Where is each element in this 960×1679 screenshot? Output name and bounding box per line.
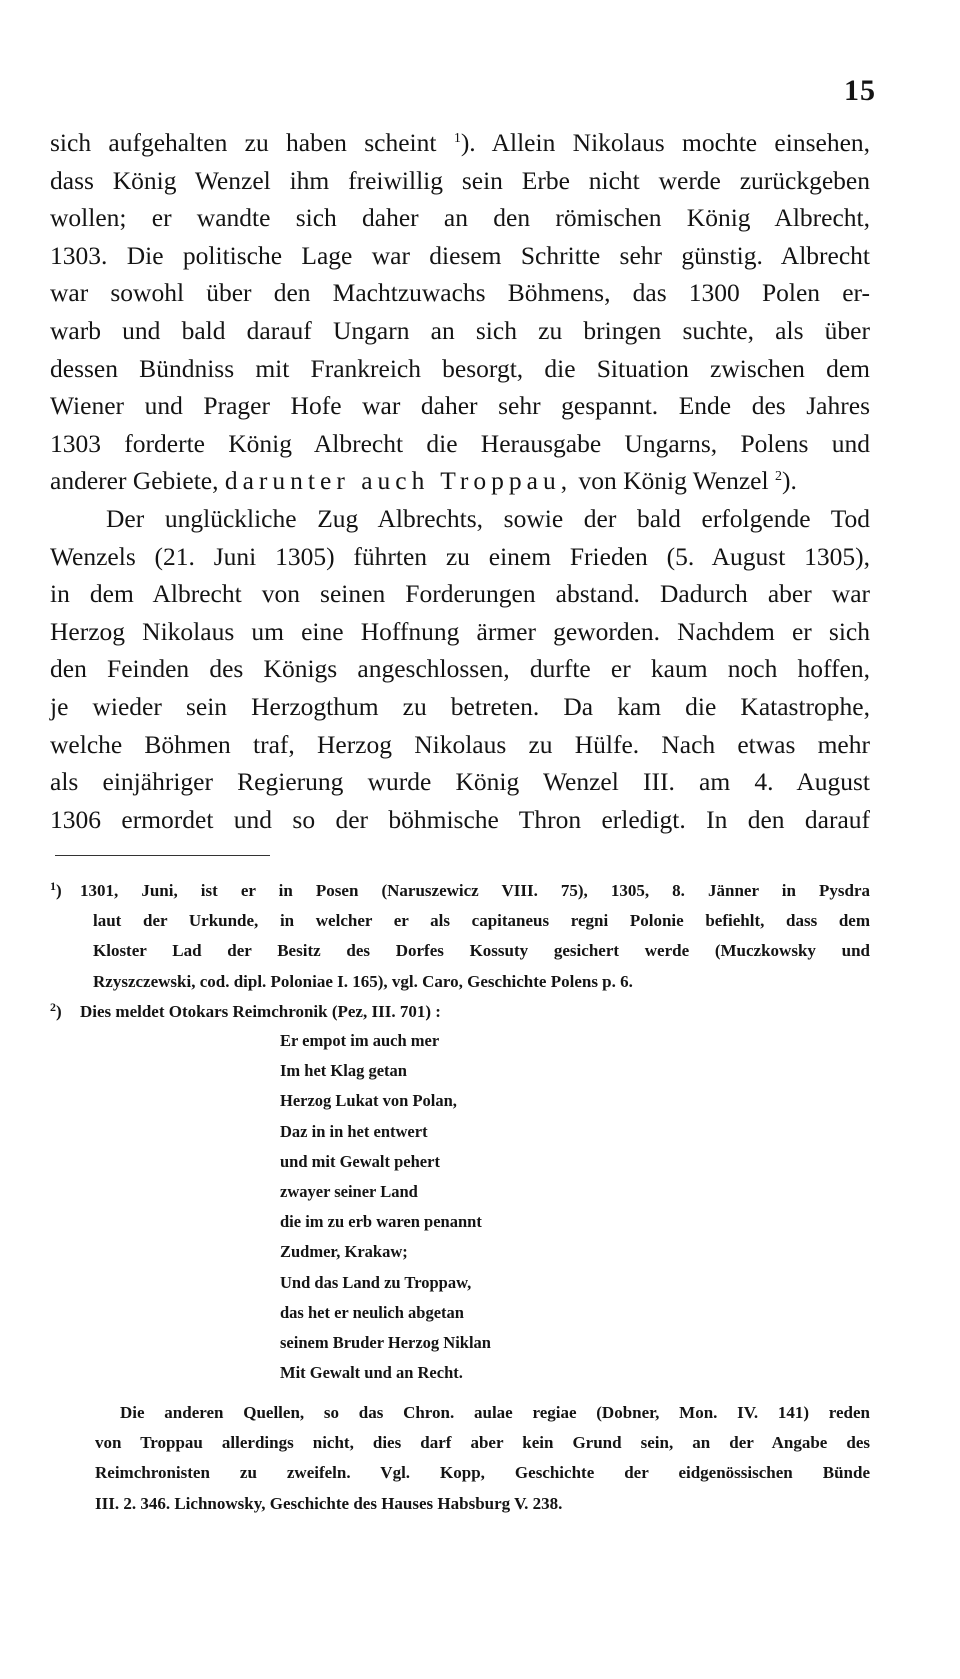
verse-line: Daz in in het entwert (280, 1121, 428, 1141)
verse-line: seinem Bruder Herzog Niklan (280, 1332, 491, 1352)
text-line: in dem Albrecht von seinen Forderungen abstand. Dadurch aber war (50, 579, 870, 609)
verse-line: Im het Klag getan (280, 1061, 407, 1081)
verse-line: Herzog Lukat von Polan, (280, 1091, 457, 1111)
verse-line: Zudmer, Krakaw; (280, 1242, 408, 1262)
text-line: war sowohl über den Machtzuwachs Böhmens, das 1300 Polen er- (50, 278, 870, 308)
verse-line: Und das Land zu Troppaw, (280, 1272, 472, 1292)
text-line: anderer Gebiete, darunter auch Troppau, von König Wenzel $^2$). (50, 466, 797, 496)
footnote-separator (55, 855, 270, 856)
footnote-2-line: Die anderen Quellen, so das Chron. aulae regiae (Dobner, Mon. IV. 141) reden (120, 1403, 870, 1422)
text-line: sich aufgehalten zu haben scheint $^1$). Allein Nikolaus mochte einsehen, (50, 128, 871, 157)
text-line: dass König Wenzel ihm freiwillig sein Erbe nicht werde zurückgeben (50, 165, 870, 195)
text-line: als einjähriger Regierung wurde König Wenzel III. am 4. August (50, 767, 870, 797)
footnote-2-continuation (50, 1398, 870, 1519)
footnote-1-line: Rzyszczewski, cod. dipl. Poloniae I. 165), vgl. Caro, Geschichte Polens p. 6. (93, 971, 633, 991)
text-line: Der unglückliche Zug Albrechts, sowie der bald erfolgende Tod (106, 503, 870, 533)
emphasis-text: darunter auch Troppau, (224, 466, 573, 496)
footnote-2-line: von Troppau allerdings nicht, dies darf aber kein Grund sein, an der Angabe des (95, 1433, 870, 1453)
footnote-ref: 2 (774, 469, 782, 485)
text-line: dessen Bündniss mit Frankreich besorgt, die Situation zwischen dem (50, 353, 870, 383)
verse-line: Mit Gewalt und an Recht. (280, 1363, 463, 1383)
footnote-1-line: laut der Urkunde, in welcher er als capitaneus regni Polonie befiehlt, dass dem (93, 911, 870, 931)
footnote-marker: $^2$) (50, 999, 62, 1021)
text-line: welche Böhmen traf, Herzog Nikolaus zu Hülfe. Nach etwas mehr (50, 729, 870, 759)
footnote-2-line: $^2$) Dies meldet Otokars Reimchronik (Pez, III. 701) : (50, 997, 870, 1027)
page-number: 15 (844, 74, 876, 107)
text-line: Wenzels (21. Juni 1305) führten zu einem Frieden (5. August 1305), (50, 541, 870, 571)
text-line: Wiener und Prager Hofe war daher sehr gespannt. Ende des Jahres (50, 391, 870, 421)
text-line: 1303 forderte König Albrecht die Herausgabe Ungarns, Polens und (50, 428, 870, 458)
text-line: den Feinden des Königs angeschlossen, durfte er kaum noch hoffen, (50, 654, 870, 684)
text-line: je wieder sein Herzogthum zu betreten. Da kam die Katastrophe, (50, 691, 870, 721)
main-text (50, 124, 870, 838)
verse-quote (280, 1026, 680, 1388)
footnote-1-line: $^1$) 1301, Juni, ist er in Posen (Naruszewicz VIII. 75), 1305, 8. Jänner in Pysdra (50, 876, 870, 906)
verse-line: das het er neulich abgetan (280, 1302, 464, 1322)
footnote-2-line: Reimchronisten zu zweifeln. Vgl. Kopp, Geschichte der eidgenössischen Bünde (95, 1463, 870, 1483)
footnote-ref: 1 (453, 131, 461, 146)
text-line: Herzog Nikolaus um eine Hoffnung ärmer geworden. Nachdem er sich (50, 616, 870, 646)
text-line: wollen; er wandte sich daher an den römischen König Albrecht, (50, 203, 870, 233)
text-line: 1303. Die politische Lage war diesem Schritte sehr günstig. Albrecht (50, 240, 870, 270)
footnote-2-line: III. 2. 346. Lichnowsky, Geschichte des Hauses Habsburg V. 238. (95, 1493, 563, 1513)
footnotes (50, 876, 870, 1027)
verse-line: die im zu erb waren penannt (280, 1212, 482, 1232)
verse-line: Er empot im auch mer (280, 1031, 440, 1050)
verse-line: zwayer seiner Land (280, 1181, 418, 1201)
text-line: 1306 ermordet und so der böhmische Thron erledigt. In den darauf (50, 804, 870, 834)
footnote-marker: $^1$) (50, 879, 62, 900)
verse-line: und mit Gewalt pehert (280, 1151, 440, 1171)
footnote-1-line: Kloster Lad der Besitz des Dorfes Kossuty gesichert werde (Muczkowsky und (93, 941, 870, 961)
text-line: warb und bald darauf Ungarn an sich zu bringen suchte, als über (50, 315, 870, 345)
